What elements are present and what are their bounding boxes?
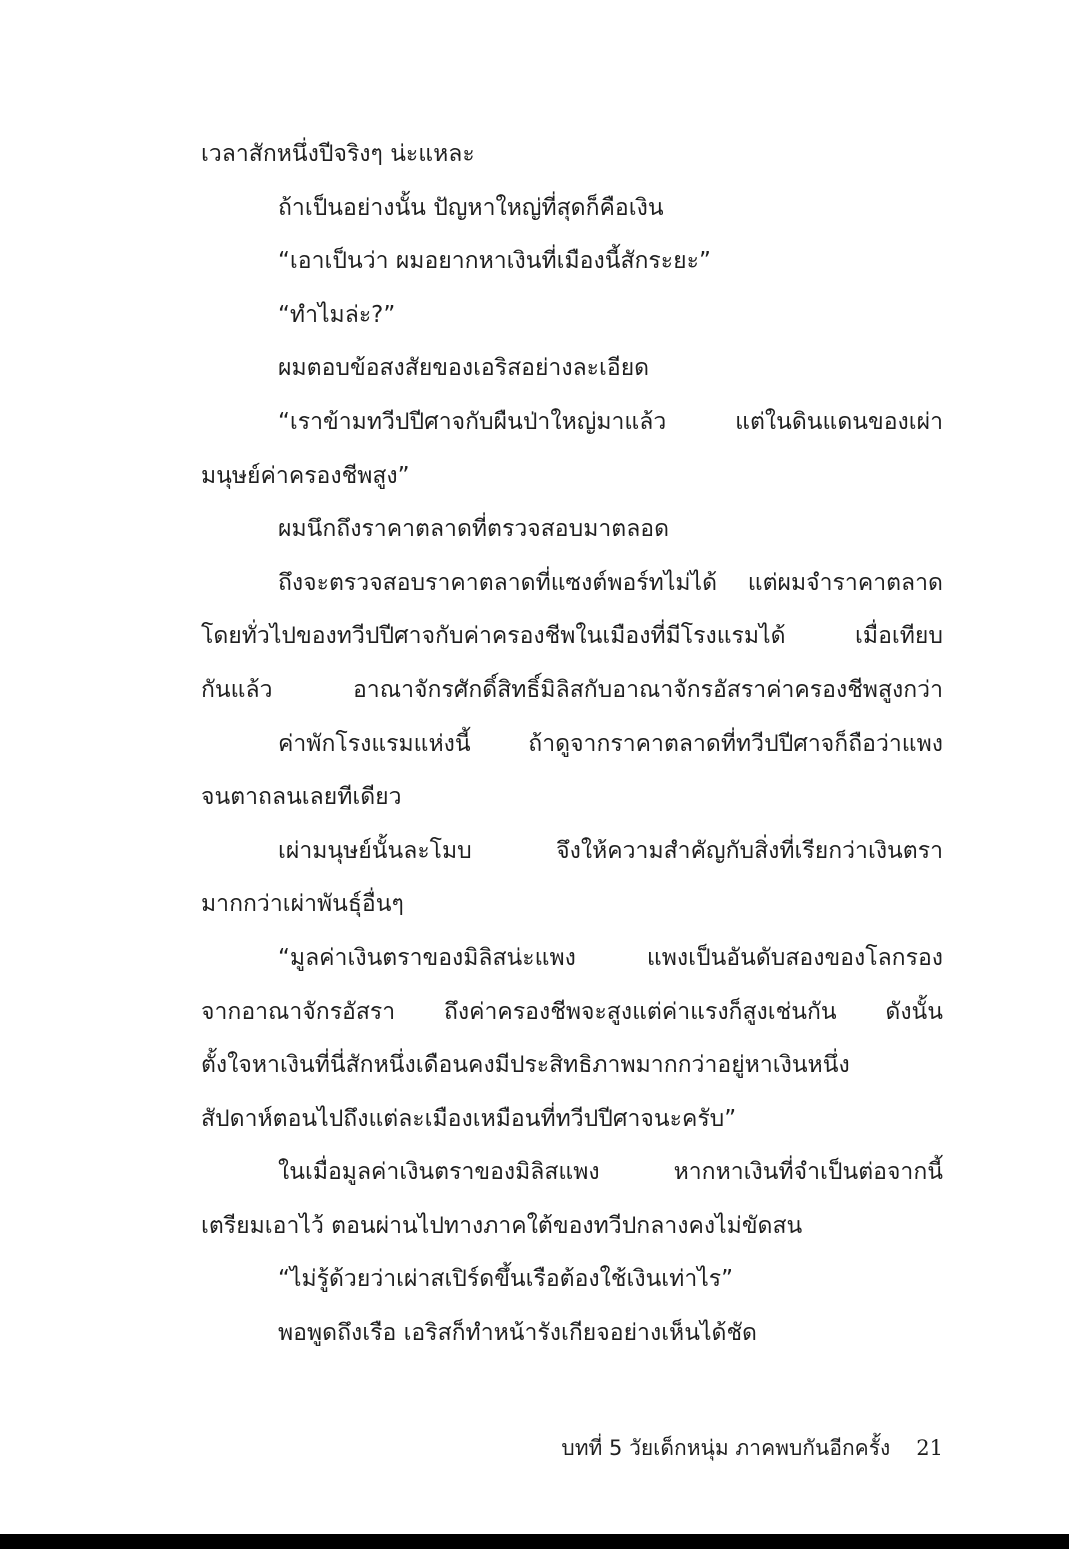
text-line: พอพูดถึงเรือ เอริสก็ทำหน้ารังเกียจอย่างเห็นได้ชัด	[278, 1320, 757, 1347]
page-footer	[560, 1430, 943, 1466]
text-line: จนตาถลนเลยทีเดียว	[201, 784, 402, 811]
text-line: ถึงจะตรวจสอบราคาตลาดที่แซงต์พอร์ทไม่ได้ แต่ผมจำราคาตลาด	[278, 569, 943, 596]
chapter-title: บทที่ 5 วัยเด็กหนุ่ม ภาคพบกันอีกครั้ง	[561, 1435, 891, 1460]
text-line: เผ่ามนุษย์นั้นละโมบ จึงให้ความสำคัญกับสิ่งที่เรียกว่าเงินตรา	[278, 837, 943, 864]
page-number: 21	[916, 1436, 943, 1460]
text-line: โดยทั่วไปของทวีปปีศาจกับค่าครองชีพในเมืองที่มีโรงแรมได้ เมื่อเทียบ	[201, 623, 943, 650]
text-line: ผมตอบข้อสงสัยของเอริสอย่างละเอียด	[278, 355, 650, 382]
text-line: “เอาเป็นว่า ผมอยากหาเงินที่เมืองนี้สักระยะ”	[278, 248, 711, 275]
text-line: ตั้งใจหาเงินที่นี่สักหนึ่งเดือนคงมีประสิทธิภาพมากกว่าอยู่หาเงินหนึ่ง	[201, 1052, 850, 1079]
text-line: “มูลค่าเงินตราของมิลิสน่ะแพง แพงเป็นอันดับสองของโลกรอง	[278, 944, 943, 971]
text-line: มนุษย์ค่าครองชีพสูง”	[201, 462, 410, 489]
text-line: จากอาณาจักรอัสรา ถึงค่าครองชีพจะสูงแต่ค่าแรงก็สูงเช่นกัน ดังนั้น	[201, 998, 943, 1025]
text-line: ถ้าเป็นอย่างนั้น ปัญหาใหญ่ที่สุดก็คือเงิน	[278, 194, 664, 221]
text-line: “เราข้ามทวีปปีศาจกับผืนป่าใหญ่มาแล้ว แต่ในดินแดนของเผ่า	[278, 408, 943, 435]
text-line: ผมนึกถึงราคาตลาดที่ตรวจสอบมาตลอด	[278, 516, 670, 543]
body-text	[201, 128, 943, 1361]
text-line: เวลาสักหนึ่งปีจริงๆ น่ะแหละ	[201, 141, 475, 167]
text-line: กันแล้ว อาณาจักรศักดิ์สิทธิ์มิลิสกับอาณาจักรอัสราค่าครองชีพสูงกว่า	[201, 676, 943, 703]
text-line: “ไม่รู้ด้วยว่าเผ่าสเปิร์ดขึ้นเรือต้องใช้เงินเท่าไร”	[278, 1266, 734, 1293]
text-line: สัปดาห์ตอนไปถึงแต่ละเมืองเหมือนที่ทวีปปีศาจนะครับ”	[201, 1105, 737, 1132]
text-line: ค่าพักโรงแรมแห่งนี้ ถ้าดูจากราคาตลาดที่ทวีปปีศาจก็ถือว่าแพง	[278, 730, 943, 757]
bottom-border-bar	[0, 1534, 1069, 1549]
text-line: เตรียมเอาไว้ ตอนผ่านไปทางภาคใต้ของทวีปกลางคงไม่ขัดสน	[201, 1212, 803, 1239]
text-line: ในเมื่อมูลค่าเงินตราของมิลิสแพง หากหาเงินที่จำเป็นต่อจากนี้	[278, 1159, 943, 1186]
text-line: “ทำไมล่ะ?”	[278, 301, 396, 328]
text-line: มากกว่าเผ่าพันธุ์อื่นๆ	[201, 891, 404, 918]
